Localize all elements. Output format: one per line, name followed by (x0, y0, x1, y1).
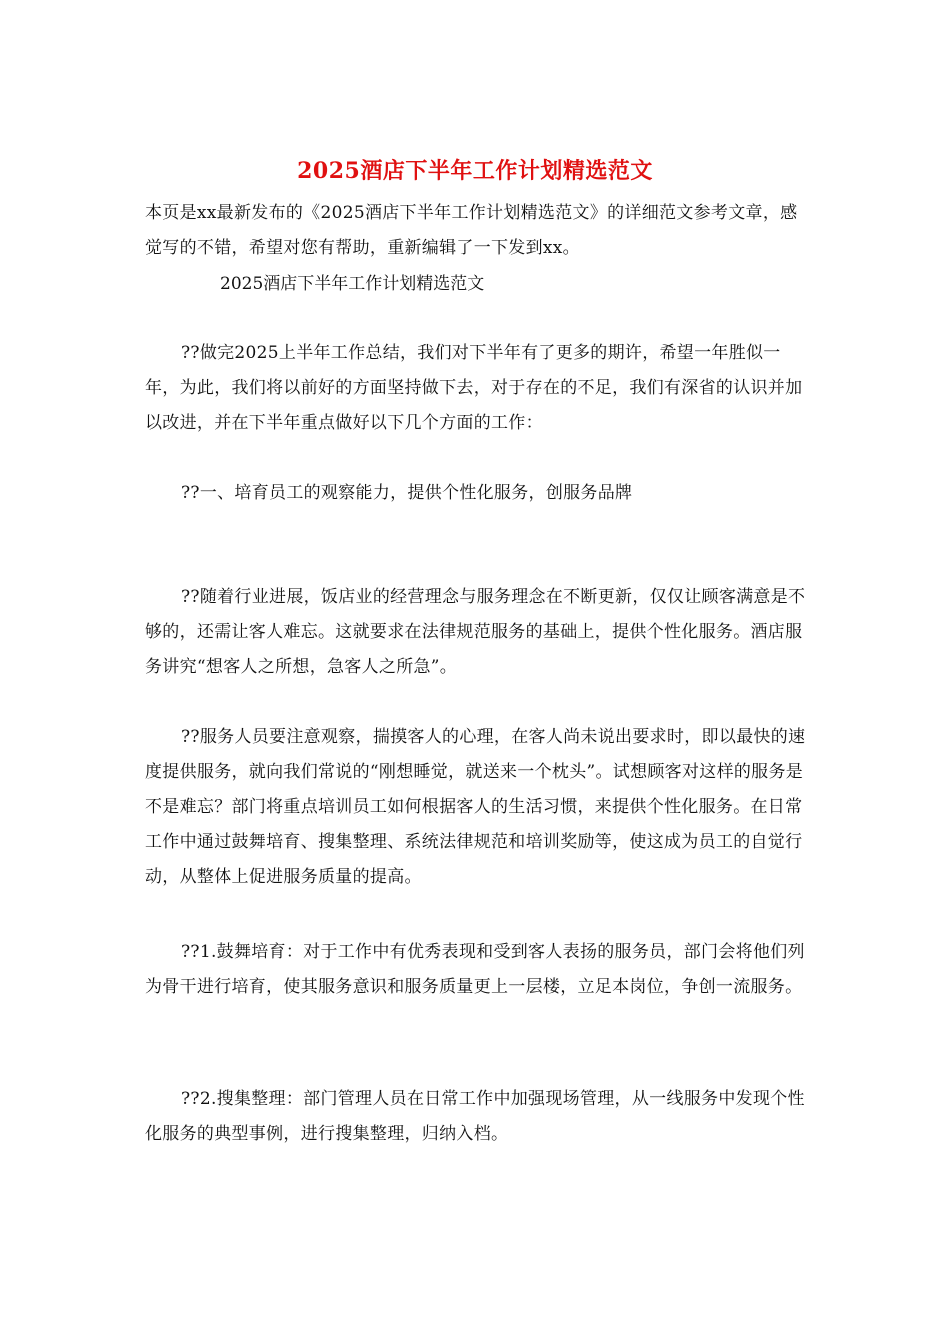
section-heading: ??一、培育员工的观察能力，提供个性化服务，创服务品牌 (181, 483, 633, 503)
body-paragraph: ??2.搜集整理：部门管理人员在日常工作中加强现场管理，从一线服务中发现个性化服务的典型事例，进行搜集整理，归纳入档。 (145, 1089, 805, 1144)
document-subtitle: 2025酒店下半年工作计划精选范文 (220, 274, 485, 294)
intro-paragraph: 本页是xx最新发布的《2025酒店下半年工作计划精选范文》的详细范文参考文章，感觉写的不错，希望对您有帮助，重新编辑了一下发到xx。 (145, 203, 798, 258)
document-title: 2025酒店下半年工作计划精选范文 (297, 158, 653, 184)
body-paragraph: ??随着行业进展，饭店业的经营理念与服务理念在不断更新，仅仅让顾客满意是不够的，还需让客人难忘。这就要求在法律规范服务的基础上，提供个性化服务。酒店服务讲究“想客人之所想，急客人之所急”。 (145, 587, 806, 677)
body-paragraph: ??服务人员要注意观察，揣摸客人的心理，在客人尚未说出要求时，即以最快的速度提供服务，就向我们常说的“刚想睡觉，就送来一个枕头”。试想顾客对这样的服务是不是难忘？部门将重点培训员工如何根据客人的生活习惯，来提供个性化服务。在日常工作中通过鼓舞培育、搜集整理、系统法律规范和培训奖励等，使这成为员工的自觉行动，从整体上促进服务质量的提高。 (145, 727, 806, 887)
body-paragraph: ??做完2025上半年工作总结，我们对下半年有了更多的期许，希望一年胜似一年，为此，我们将以前好的方面坚持做下去，对于存在的不足，我们有深省的认识并加以改进，并在下半年重点做好以下几个方面的工作： (145, 343, 803, 433)
body-paragraph: ??1.鼓舞培育：对于工作中有优秀表现和受到客人表扬的服务员，部门会将他们列为骨干进行培育，使其服务意识和服务质量更上一层楼，立足本岗位，争创一流服务。 (145, 942, 805, 997)
